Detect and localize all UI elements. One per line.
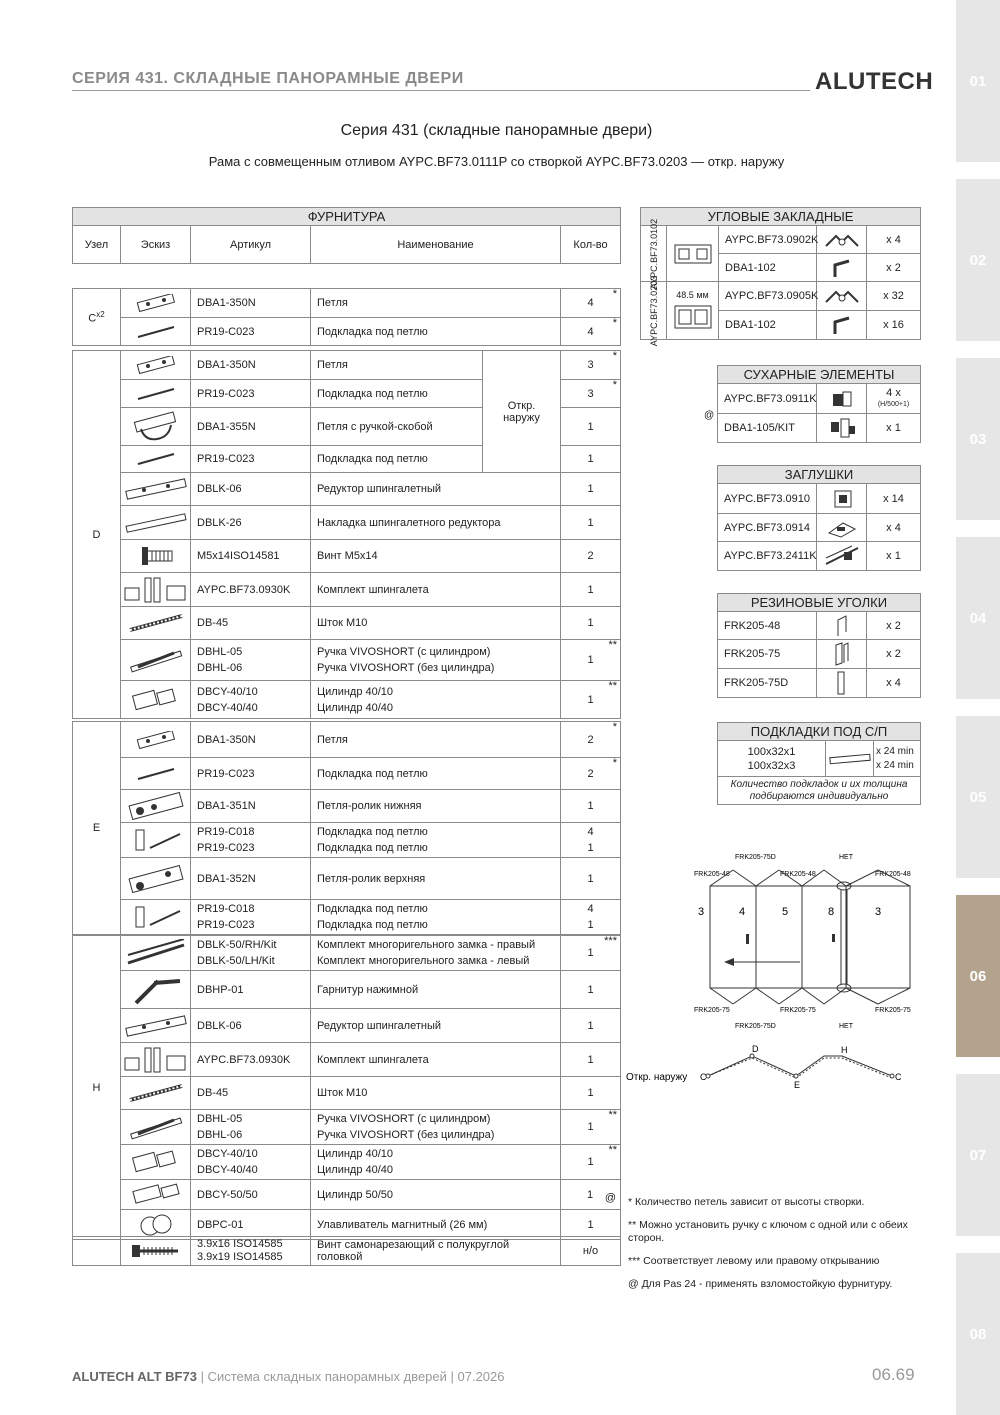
- table-row: DB-45 Шток M10 1: [73, 607, 621, 640]
- plug-icon: [817, 514, 867, 542]
- glazing-pad-icon: [826, 741, 874, 777]
- document-title: Серия 431 (складные панорамные двери): [340, 122, 653, 139]
- table-row: 3.9x16 ISO14585 3.9x19 ISO14585 Винт самонарезающий с полукруглой головкой н/о: [73, 1237, 621, 1266]
- footer-info: ALUTECH ALT BF73 | Система складных панорамных дверей | 07.2026: [72, 1369, 505, 1384]
- handle-sketch: [121, 640, 191, 681]
- diagram-top-label: HET: [839, 854, 853, 861]
- sash-number: 3: [698, 906, 705, 918]
- corner-table: [640, 207, 921, 346]
- table-row: DBCY-40/10 DBCY-40/40 Цилиндр 40/10 Цилиндр 40/40 1 **: [73, 681, 621, 719]
- table-row: M5x14ISO14581 Винт M5x14 2: [73, 540, 621, 573]
- footnotes: [628, 1196, 928, 1301]
- table-row: FRK205-48 x 2: [718, 612, 921, 640]
- table-row: DBA1-105/KIT x 1: [718, 414, 921, 443]
- cracker-element-icon: [817, 384, 867, 414]
- diagram-top-label: FRK205-48: [694, 871, 730, 878]
- table-row: AYPC.BF73.0930K Комплект шпингалета 1: [73, 1043, 621, 1077]
- col-name: Наименование: [311, 226, 561, 264]
- node-label: E: [73, 722, 121, 935]
- page-number: 06.69: [872, 1365, 915, 1384]
- table-row: AYPC.BF73.0914 x 4: [718, 514, 921, 542]
- rubber-corner-icon: [817, 612, 867, 640]
- pad-set-sketch: [121, 823, 191, 858]
- diagram-bottom-label: FRK205-75: [780, 1007, 816, 1014]
- pads-title: ПОДКЛАДКИ ПОД С/П: [718, 723, 921, 741]
- table-row: DBA1-355N Петля с ручкой-скобой 1: [73, 408, 621, 446]
- pads-note: Количество подкладок и их толщина подбираются индивидуально: [718, 777, 921, 805]
- table-row: DBHL-05 DBHL-06 Ручка VIVOSHORT (с цилиндром) Ручка VIVOSHORT (без цилиндра) 1 **: [73, 640, 621, 681]
- cracker-title: СУХАРНЫЕ ЭЛЕМЕНТЫ: [718, 366, 921, 384]
- col-article: Артикул: [191, 226, 311, 264]
- table-row: DBHL-05 DBHL-06 Ручка VIVOSHORT (с цилиндром) Ручка VIVOSHORT (без цилиндра) 1 **: [73, 1110, 621, 1145]
- scheme-label: H: [841, 1045, 848, 1055]
- plugs-title: ЗАГЛУШКИ: [718, 466, 921, 484]
- sash-number: 4: [739, 906, 746, 918]
- scheme-label: C: [895, 1072, 902, 1082]
- cracker-kit-icon: [817, 414, 867, 443]
- hinge-handle-sketch: [121, 408, 191, 446]
- rubber-title: РЕЗИНОВЫЕ УГОЛКИ: [718, 594, 921, 612]
- table-row: AYPC.BF73.0911K 4 x (H/500+1): [718, 384, 921, 414]
- side-tab-04[interactable]: 04: [956, 537, 1000, 699]
- corner-bracket-icon: [817, 311, 867, 340]
- hinge-sketch: [121, 722, 191, 758]
- diagram-bottom-label: FRK205-75: [875, 1007, 911, 1014]
- table-row: PR19-C023 Подкладка под петлю 3 *: [73, 380, 621, 408]
- table-row: DBHP-01 Гарнитур нажимной 1: [73, 971, 621, 1009]
- bolt-kit-sketch: [121, 573, 191, 607]
- plug-kit-icon: [817, 542, 867, 571]
- table-row: DBLK-06 Редуктор шпингалетный 1: [73, 1009, 621, 1043]
- scheme-label: E: [794, 1080, 801, 1090]
- rod-sketch: [121, 1077, 191, 1110]
- hinge-sketch: [121, 289, 191, 318]
- table-row: AYPC.BF73.2411K x 1: [718, 542, 921, 571]
- rubber-corner-icon: [817, 669, 867, 698]
- table-row: 100x32x1 100x32x3 x 24 min x 24 min: [718, 741, 921, 777]
- rod-sketch: [121, 607, 191, 640]
- gearbox-sketch: [121, 473, 191, 506]
- table-row: PR19-C018 PR19-C023 Подкладка под петлю Подкладка под петлю 4 1: [73, 900, 621, 935]
- roller-hinge-sketch: [121, 858, 191, 900]
- col-node: Узел: [73, 226, 121, 264]
- side-tab-05[interactable]: 05: [956, 716, 1000, 878]
- corner-bracket-icon: [817, 254, 867, 282]
- brand-logo: ALUTECH: [815, 68, 934, 95]
- arrow-head-icon: [724, 958, 734, 966]
- col-qty: Кол-во: [561, 226, 621, 264]
- corner-title: УГЛОВЫЕ ЗАКЛАДНЫЕ: [641, 208, 921, 226]
- side-tab-02[interactable]: 02: [956, 179, 1000, 341]
- table-row: PR19-C023 Подкладка под петлю 2 *: [73, 758, 621, 790]
- hardware-title: ФУРНИТУРА: [73, 208, 621, 226]
- side-tab-01[interactable]: 01: [956, 0, 1000, 162]
- profile-section-sketch: 48.5 мм: [667, 282, 719, 340]
- node-label: $C^{x2}$: [73, 289, 121, 346]
- node-d-table: [72, 350, 621, 719]
- side-tab-03[interactable]: 03: [956, 358, 1000, 520]
- table-row: PR19-C023 Подкладка под петлю 1: [73, 446, 621, 473]
- table-row: FRK205-75 x 2: [718, 640, 921, 669]
- handle-icon: [832, 934, 835, 942]
- plug-icon: [817, 484, 867, 514]
- pad-sketch: [121, 380, 191, 408]
- scheme-label: D: [752, 1044, 759, 1054]
- table-row: DBCY-50/50 Цилиндр 50/50 1 @: [73, 1180, 621, 1210]
- table-row: DBA1-352N Петля-ролик верхняя 1: [73, 858, 621, 900]
- sash-number: 8: [828, 906, 835, 918]
- diagram-bottom-label: HET: [839, 1023, 853, 1030]
- profile-label-1: AYPC.BF73.0102: [641, 226, 667, 282]
- diagram-top-label: FRK205-75D: [735, 854, 776, 861]
- footnote: ** Можно установить ручку с ключом с одной или с обеих сторон.: [628, 1219, 908, 1244]
- table-row: FRK205-75D x 4: [718, 669, 921, 698]
- table-row: E DBA1-350N Петля 2 *: [73, 722, 621, 758]
- handle-icon: [746, 934, 749, 944]
- corner-connector-icon: [817, 226, 867, 254]
- pad-sketch: [121, 318, 191, 346]
- screw-table: [72, 1236, 621, 1266]
- table-row: $C^{x2}$ DBA1-350N Петля 4 *: [73, 289, 621, 318]
- table-row: DBA1-102 x 16: [641, 311, 921, 340]
- node-label: H: [73, 936, 121, 1240]
- open-direction-note: Откр. наружу: [483, 351, 561, 473]
- cylinder-sketch: [121, 681, 191, 719]
- lock-kit-sketch: [121, 936, 191, 971]
- table-row: AYPC.BF73.0910 x 14: [718, 484, 921, 514]
- rubber-corner-icon: [817, 640, 867, 669]
- node-e-table: [72, 721, 621, 935]
- header-rule: [72, 90, 810, 91]
- node-label: D: [73, 351, 121, 719]
- node-h-table: [72, 935, 621, 1240]
- diagram-top-label: FRK205-48: [780, 871, 816, 878]
- node-c-table: [72, 288, 621, 346]
- opening-scheme: [706, 1054, 894, 1078]
- table-row: DBA1-102 x 2: [641, 254, 921, 282]
- cracker-table: [717, 365, 921, 443]
- sash-number: 5: [782, 906, 789, 918]
- gearbox-sketch: [121, 1009, 191, 1043]
- pas24-mark: @: [704, 410, 715, 421]
- diagram-bottom-label: FRK205-75D: [735, 1023, 776, 1030]
- pad-sketch: [121, 758, 191, 790]
- hardware-table-head: [72, 207, 621, 264]
- cylinder-sketch: [121, 1180, 191, 1210]
- side-tab-06[interactable]: 06: [956, 895, 1000, 1057]
- table-row: AYPC.BF73.0102 AYPC.BF73.0902K x 4: [641, 226, 921, 254]
- cover-plate-sketch: [121, 506, 191, 540]
- profile-section-sketch: [667, 226, 719, 282]
- door-scheme-diagram: [620, 848, 920, 1098]
- table-row: PR19-C023 Подкладка под петлю 4 *: [73, 318, 621, 346]
- table-row: AYPC.BF73.0930K Комплект шпингалета 1: [73, 573, 621, 607]
- table-row: DBLK-06 Редуктор шпингалетный 1: [73, 473, 621, 506]
- corner-connector-icon: [817, 282, 867, 311]
- table-row: DBLK-26 Накладка шпингалетного редуктора 1: [73, 506, 621, 540]
- pad-sketch: [121, 446, 191, 473]
- side-tab-08[interactable]: 08: [956, 1253, 1000, 1415]
- pads-table: [717, 722, 921, 805]
- handle-sketch: [121, 1110, 191, 1145]
- pad-set-sketch: [121, 900, 191, 935]
- side-tab-07[interactable]: 07: [956, 1074, 1000, 1236]
- footnote: @ Для Pas 24 - применять взломостойкую фурнитуру.: [628, 1278, 893, 1290]
- table-row: DBCY-40/10 DBCY-40/40 Цилиндр 40/10 Цилиндр 40/40 1 **: [73, 1145, 621, 1180]
- table-row: DBA1-351N Петля-ролик нижняя 1: [73, 790, 621, 823]
- table-row: AYPC.BF73.0203 48.5 мм AYPC.BF73.0905K x 32: [641, 282, 921, 311]
- screw-sketch: [121, 540, 191, 573]
- roller-hinge-sketch: [121, 790, 191, 823]
- table-row: PR19-C018 PR19-C023 Подкладка под петлю Подкладка под петлю 4 1: [73, 823, 621, 858]
- header-title: СЕРИЯ 431. СКЛАДНЫЕ ПАНОРАМНЫЕ ДВЕРИ: [72, 70, 464, 87]
- cylinder-sketch: [121, 1145, 191, 1180]
- table-row: H DBLK-50/RH/Kit DBLK-50/LH/Kit Комплект многоригельного замка - правый Комплект многоригельного замка - левый 1 ***: [73, 936, 621, 971]
- col-sketch: Эскиз: [121, 226, 191, 264]
- folding-sash-frame: [710, 870, 910, 1004]
- scheme-label: C: [700, 1072, 707, 1082]
- diagram-top-label: FRK205-48: [875, 871, 911, 878]
- table-row: D DBA1-350N Петля Откр. наружу 3 *: [73, 351, 621, 380]
- footnote: *** Соответствует левому или правому открыванию: [628, 1255, 880, 1267]
- lever-handle-sketch: [121, 971, 191, 1009]
- table-row: DBPC-01 Улавливатель магнитный (26 мм) 1: [73, 1210, 621, 1240]
- plugs-table: [717, 465, 921, 571]
- rubber-table: [717, 593, 921, 698]
- magnetic-catch-sketch: [121, 1210, 191, 1240]
- document-subtitle: Рама с совмещенным отливом AYPC.BF73.0111P со створкой AYPC.BF73.0203 — откр. наружу: [208, 154, 785, 169]
- open-direction-label: Откр. наружу: [626, 1072, 688, 1083]
- profile-label-2: AYPC.BF73.0203: [641, 282, 667, 340]
- table-row: DB-45 Шток M10 1: [73, 1077, 621, 1110]
- self-tapping-screw-sketch: [121, 1237, 191, 1266]
- footnote: * Количество петель зависит от высоты створки.: [628, 1196, 865, 1208]
- hinge-sketch: [121, 351, 191, 380]
- bolt-kit-sketch: [121, 1043, 191, 1077]
- diagram-bottom-label: FRK205-75: [694, 1007, 730, 1014]
- sash-number: 3: [875, 906, 882, 918]
